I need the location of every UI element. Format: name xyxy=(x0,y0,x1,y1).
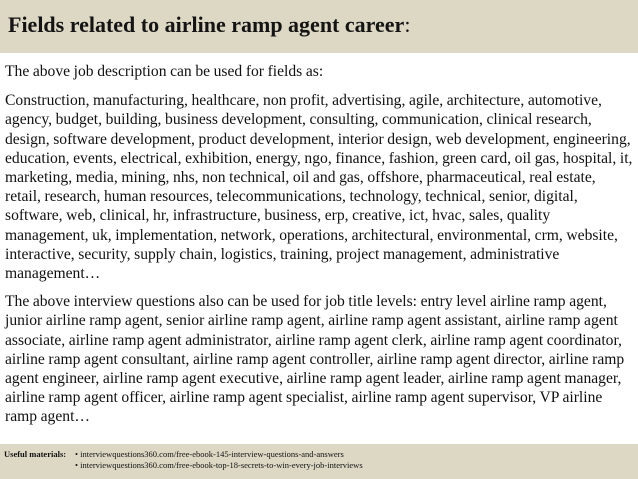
ebook-link-2[interactable]: • interviewquestions360.com/free-ebook-top-18-secrets-to-win-every-job-interviews xyxy=(75,459,363,470)
useful-materials-label: Useful materials: xyxy=(4,449,67,459)
footer-band xyxy=(0,444,638,479)
content-body xyxy=(5,62,633,427)
intro-paragraph: The above job description can be used for fields as: xyxy=(5,63,324,80)
ebook-link-1[interactable]: • interviewquestions360.com/free-ebook-145-interview-questions-and-answers xyxy=(75,449,344,459)
fields-paragraph: Construction, manufacturing, healthcare, non profit, advertising, agile, architecture, automotive, agency, budget, building, business development, consulting, communication, clinical research, design, software development, product development, interior design, web development, engineering, education, events, electrical, exhibition, energy, ngo, finance, fashion, green card, oil gas, hospital, it, marketing, media, mining, nhs, non technical, oil and gas, offshore, pharmaceutical, real estate, retail, research, human resources, telecommunications, technology, technical, senior, digital, software, web, clinical, hr, infrastructure, business, erp, creative, ict, hvac, sales, quality management, uk, implementation, network, operations, architectural, environmental, crm, website, interactive, security, supply chain, logistics, training, project management, administrative management… xyxy=(5,92,633,283)
page-title-colon: : xyxy=(404,12,411,37)
footer-row-1 xyxy=(4,449,638,460)
page-title-text: Fields related to airline ramp agent career xyxy=(8,12,405,37)
footer-row-2 xyxy=(4,460,638,471)
page-title xyxy=(8,10,638,40)
job-titles-paragraph: The above interview questions also can be used for job title levels: entry level airline ramp agent, junior airline ramp agent, senior airline ramp agent, airline ramp agent assistant, airline ramp agent associate, airline ramp agent administrator, airline ramp agent clerk, airline ramp agent coordinator, airline ramp agent consultant, airline ramp agent controller, airline ramp agent director, airline ramp agent engineer, airline ramp agent executive, airline ramp agent leader, airline ramp agent manager, airline ramp agent officer, airline ramp agent specialist, airline ramp agent supervisor, VP airline ramp agent… xyxy=(5,293,625,426)
title-band xyxy=(0,0,638,53)
